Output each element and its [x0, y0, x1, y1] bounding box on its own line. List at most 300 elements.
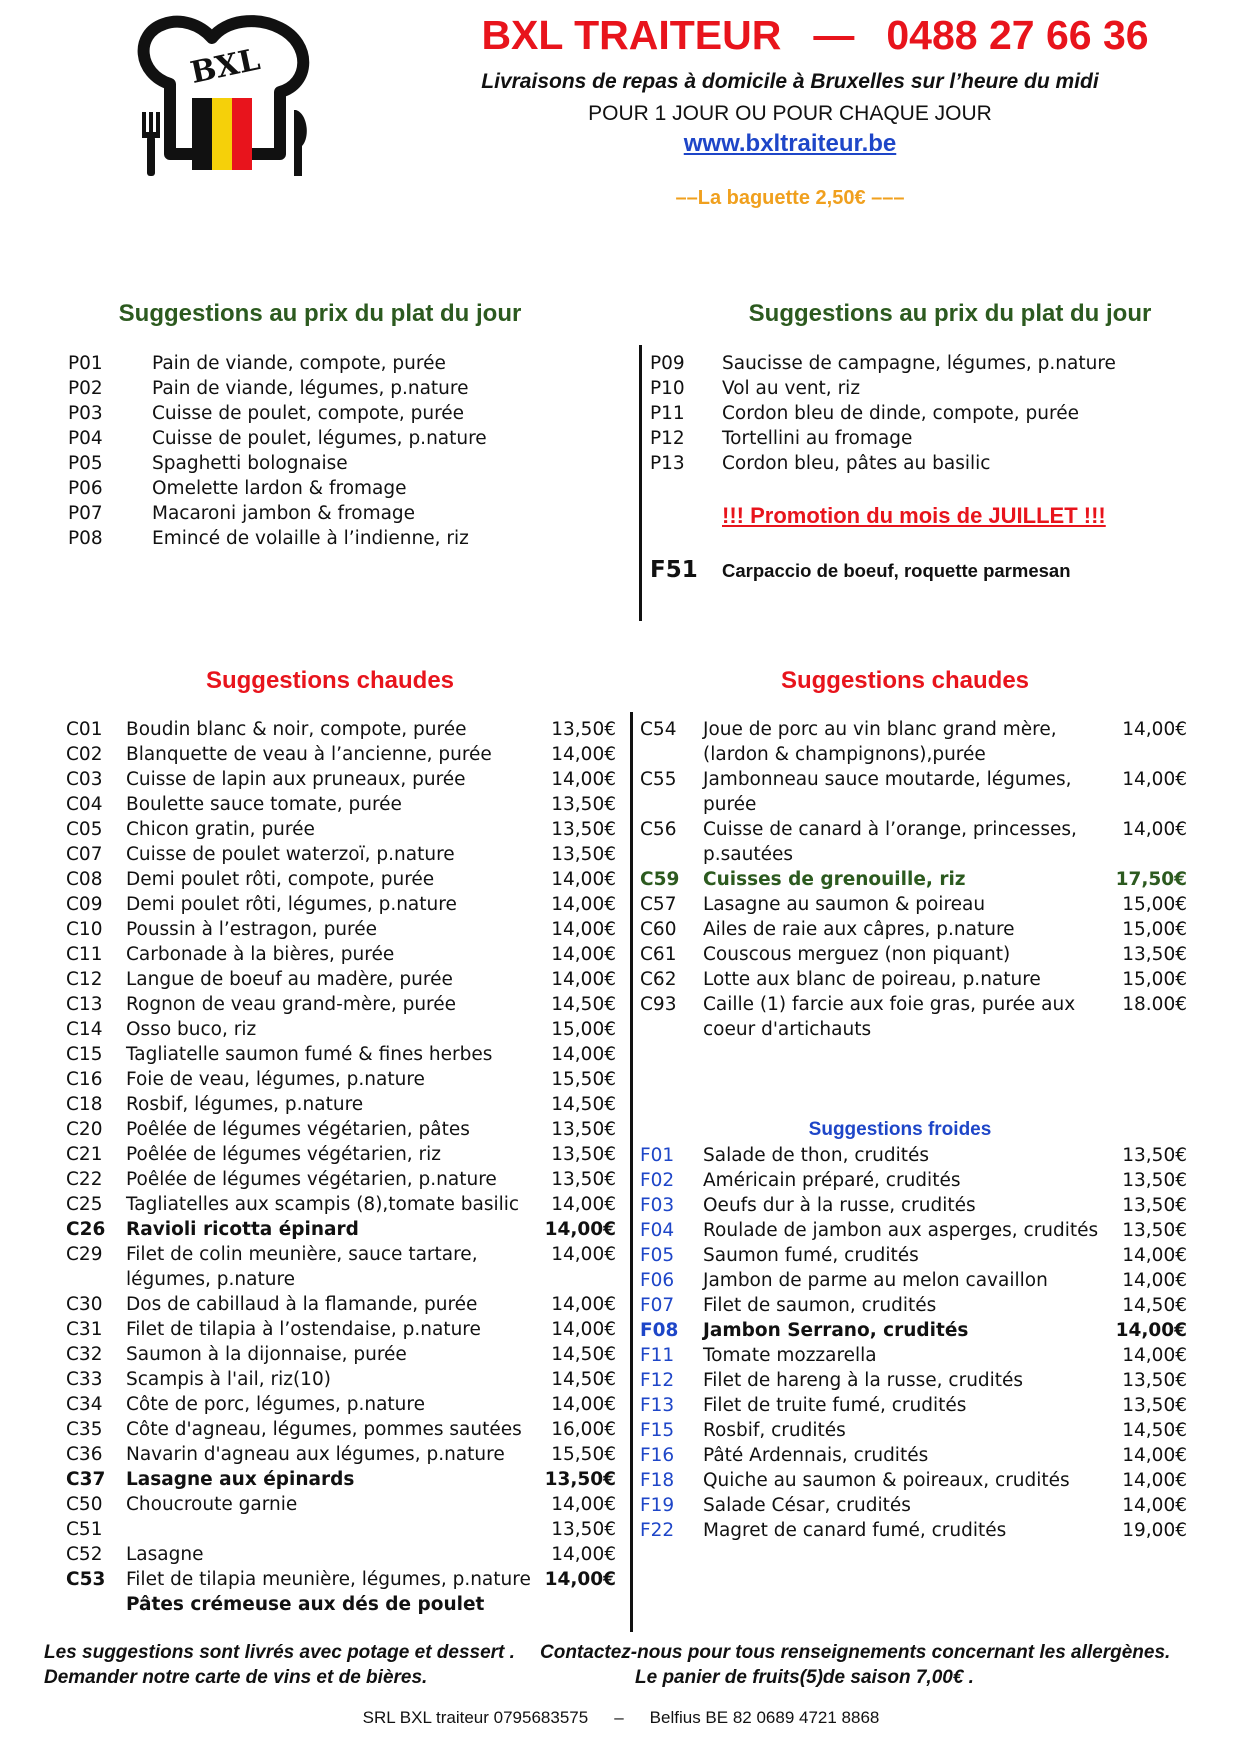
footer-note-potage: Les suggestions sont livrés avec potage et dessert . [44, 1642, 515, 1663]
menu-row [66, 1292, 616, 1317]
dish-code: C33 [66, 1369, 103, 1390]
dish-name: Tagliatelle saumon fumé & fines herbes [126, 1044, 493, 1065]
menu-row [66, 1142, 616, 1167]
menu-row [66, 1092, 616, 1117]
menu-row-continuation [640, 792, 1187, 817]
dish-name-continued: légumes, p.nature [126, 1269, 296, 1290]
menu-row [66, 1217, 616, 1242]
dish-code: P02 [68, 378, 103, 399]
dish-code: P12 [650, 428, 685, 449]
dish-name: Vol au vent, riz [722, 378, 861, 399]
logo-text: BXL [187, 42, 264, 91]
tagline: Livraisons de repas à domicile à Bruxelles sur l’heure du midi [481, 70, 1099, 93]
dish-price: 14,00€ [551, 1319, 616, 1340]
dish-code: C25 [66, 1194, 103, 1215]
dish-price: 14,00€ [551, 1044, 616, 1065]
dish-code: F05 [640, 1245, 675, 1266]
dish-code: F01 [640, 1145, 675, 1166]
dish-code: C29 [66, 1244, 103, 1265]
divider-bottom [630, 712, 633, 1632]
dish-code: C57 [640, 894, 677, 915]
dish-price: 15,50€ [551, 1069, 616, 1090]
menu-row [640, 1368, 1187, 1393]
dish-name: Poussin à l’estragon, purée [126, 919, 377, 940]
menu-row [66, 792, 616, 817]
dish-name: Joue de porc au vin blanc grand mère, [703, 719, 1057, 740]
dish-price: 17,50€ [1115, 869, 1187, 890]
dish-code: C62 [640, 969, 677, 990]
dish-code: C32 [66, 1344, 103, 1365]
phone-number: 0488 27 66 36 [886, 12, 1149, 58]
dish-code: F03 [640, 1195, 675, 1216]
menu-row [640, 1343, 1187, 1368]
footer-note-allergenes: Contactez-nous pour tous renseignements concernant les allergènes. [540, 1642, 1171, 1663]
dish-name: Saumon à la dijonnaise, purée [126, 1344, 407, 1365]
dish-code: C11 [66, 944, 103, 965]
menu-row [640, 1493, 1187, 1518]
dish-name: Poêlée de légumes végétarien, riz [126, 1144, 442, 1165]
dish-code: P05 [68, 453, 103, 474]
dish-price: 14,00€ [1122, 1495, 1187, 1516]
menu-row [640, 867, 1187, 892]
menu-row [68, 526, 588, 551]
dish-price: 14,50€ [1122, 1295, 1187, 1316]
dish-price: 14,00€ [551, 769, 616, 790]
dish-code: F11 [640, 1345, 675, 1366]
dish-code: C16 [66, 1069, 103, 1090]
brand-line [455, 12, 1175, 59]
dish-name: Américain préparé, crudités [703, 1170, 961, 1191]
dish-name: Côte de porc, légumes, p.nature [126, 1394, 425, 1415]
menu-row [66, 1592, 616, 1617]
dish-name: Oeufs dur à la russe, crudités [703, 1195, 976, 1216]
dish-code: P09 [650, 353, 685, 374]
menu-row [66, 917, 616, 942]
dish-code: F02 [640, 1170, 675, 1191]
menu-row [640, 917, 1187, 942]
dish-price: 19,00€ [1122, 1520, 1187, 1541]
dish-code: C56 [640, 819, 677, 840]
menu-row [66, 1392, 616, 1417]
dish-name: Omelette lardon & fromage [152, 478, 407, 499]
menu-row [66, 1192, 616, 1217]
menu-row [640, 1243, 1187, 1268]
footer-note-vins: Demander notre carte de vins et de bières. [44, 1667, 428, 1688]
dish-name: Poêlée de légumes végétarien, pâtes [126, 1119, 470, 1140]
dish-price: 14,50€ [551, 1369, 616, 1390]
dish-price: 13,50€ [1122, 1170, 1187, 1191]
footer-note-fruits: Le panier de fruits(5)de saison 7,00€ . [635, 1667, 974, 1688]
dish-code: P03 [68, 403, 103, 424]
chaudes-title-right: Suggestions chaudes [780, 667, 1030, 694]
menu-row [640, 817, 1187, 842]
baguette-price: ––La baguette 2,50€ ––– [675, 187, 905, 209]
dish-name: Macaroni jambon & fromage [152, 503, 416, 524]
dish-name: Filet de truite fumé, crudités [703, 1395, 967, 1416]
dish-price: 14,50€ [1122, 1420, 1187, 1441]
dish-code: C02 [66, 744, 103, 765]
dish-code: P01 [68, 353, 103, 374]
dish-code: C52 [66, 1544, 103, 1565]
dish-code: F13 [640, 1395, 675, 1416]
dish-code: F16 [640, 1445, 675, 1466]
menu-row [66, 967, 616, 992]
dish-price: 14,00€ [1122, 1470, 1187, 1491]
menu-row [640, 1143, 1187, 1168]
dish-price: 13,50€ [1122, 1370, 1187, 1391]
menu-row [66, 1167, 616, 1192]
menu-row [640, 1318, 1187, 1343]
dish-name: Cuisses de grenouille, riz [703, 869, 966, 890]
dish-price: 14,00€ [1122, 1445, 1187, 1466]
dish-name: Cuisse de canard à l’orange, princesses, [703, 819, 1077, 840]
dish-name: Tagliatelles aux scampis (8),tomate basilic [126, 1194, 520, 1215]
dish-name: Foie de veau, légumes, p.nature [126, 1069, 425, 1090]
dish-price: 14,00€ [1115, 1320, 1187, 1341]
dish-name: Cordon bleu de dinde, compote, purée [722, 403, 1079, 424]
dish-name: Emincé de volaille à l’indienne, riz [152, 528, 469, 549]
dish-name: Carbonade à la bières, purée [126, 944, 395, 965]
dish-name-continued: purée [703, 794, 757, 815]
menu-row [66, 892, 616, 917]
dish-price: 14,00€ [1122, 769, 1187, 790]
dish-name: Couscous merguez (non piquant) [703, 944, 1011, 965]
dish-name: Cuisse de poulet, compote, purée [152, 403, 465, 424]
company-id: SRL BXL traiteur 0795683575 [362, 1708, 589, 1727]
dish-code: F07 [640, 1295, 675, 1316]
dish-price: 14,00€ [551, 969, 616, 990]
dish-price: 18.00€ [1122, 994, 1187, 1015]
dish-name: Filet de tilapia à l’ostendaise, p.nature [126, 1319, 481, 1340]
menu-row [640, 1468, 1187, 1493]
dish-price: 14,00€ [551, 1394, 616, 1415]
dish-code: F04 [640, 1220, 675, 1241]
dish-code: P06 [68, 478, 103, 499]
menu-row [66, 817, 616, 842]
dish-price: 14,50€ [551, 994, 616, 1015]
menu-row [66, 1242, 616, 1267]
dish-name: Saumon fumé, crudités [703, 1245, 919, 1266]
promo-item-code: F51 [650, 557, 698, 583]
dish-name: Langue de boeuf au madère, purée [126, 969, 453, 990]
dish-name: Spaghetti bolognaise [152, 453, 348, 474]
dish-name: Chicon gratin, purée [126, 819, 315, 840]
menu-row [66, 942, 616, 967]
dish-code: C54 [640, 719, 677, 740]
dish-price: 14,50€ [551, 1344, 616, 1365]
dish-name: Roulade de jambon aux asperges, crudités [703, 1220, 1099, 1241]
dish-code: C15 [66, 1044, 103, 1065]
dish-name: Scampis à l'ail, riz(10) [126, 1369, 331, 1390]
dish-price: 13,50€ [551, 819, 616, 840]
menu-row [66, 1042, 616, 1067]
dish-name: Jambonneau sauce moutarde, légumes, [703, 769, 1072, 790]
brand-name: BXL TRAITEUR [481, 12, 782, 58]
website-link[interactable]: www.bxltraiteur.be [683, 130, 897, 157]
dish-name: Filet de colin meunière, sauce tartare, [126, 1244, 478, 1265]
menu-row [66, 992, 616, 1017]
dish-price: 13,50€ [551, 794, 616, 815]
dish-name: Quiche au saumon & poireaux, crudités [703, 1470, 1070, 1491]
plat-du-jour-title-left: Suggestions au prix du plat du jour [118, 300, 522, 327]
dish-code: C14 [66, 1019, 103, 1040]
dish-name: Rognon de veau grand-mère, purée [126, 994, 457, 1015]
menu-row [650, 376, 1210, 401]
dish-price: 13,50€ [1122, 1395, 1187, 1416]
dish-code: C35 [66, 1419, 103, 1440]
dish-name: Boudin blanc & noir, compote, purée [126, 719, 467, 740]
dish-code: F18 [640, 1470, 675, 1491]
dish-price: 14,00€ [551, 1194, 616, 1215]
dish-name: Magret de canard fumé, crudités [703, 1520, 1007, 1541]
dish-code: C18 [66, 1094, 103, 1115]
dish-code: C05 [66, 819, 103, 840]
menu-row [640, 1518, 1187, 1543]
dish-price: 14,00€ [1122, 1345, 1187, 1366]
dish-code: C31 [66, 1319, 103, 1340]
dish-name: Cordon bleu, pâtes au basilic [722, 453, 991, 474]
dish-name: Cuisse de poulet, légumes, p.nature [152, 428, 487, 449]
dish-price: 15,00€ [1122, 894, 1187, 915]
dish-code: C01 [66, 719, 103, 740]
dish-price: 14,00€ [1122, 819, 1187, 840]
dish-name: Lotte aux blanc de poireau, p.nature [703, 969, 1041, 990]
dish-name: Filet de saumon, crudités [703, 1295, 937, 1316]
dish-price: 15,00€ [1122, 919, 1187, 940]
dish-code: C37 [66, 1469, 106, 1490]
dish-code: C12 [66, 969, 103, 990]
dish-code: C34 [66, 1394, 103, 1415]
menu-row [640, 1393, 1187, 1418]
dish-price: 14,00€ [1122, 1270, 1187, 1291]
dish-code: P04 [68, 428, 103, 449]
dish-name-continued: (lardon & champignons),purée [703, 744, 986, 765]
dish-name: Lasagne au saumon & poireau [703, 894, 986, 915]
menu-row [66, 742, 616, 767]
menu-row [68, 401, 588, 426]
menu-row [640, 1193, 1187, 1218]
dish-name: Blanquette de veau à l’ancienne, purée [126, 744, 492, 765]
promo-item-name: Carpaccio de boeuf, roquette parmesan [722, 560, 1071, 581]
menu-row [68, 451, 588, 476]
menu-row [68, 376, 588, 401]
dish-name: Demi poulet rôti, légumes, p.nature [126, 894, 457, 915]
dish-price: 13,50€ [551, 1144, 616, 1165]
dish-name: Caille (1) farcie aux foie gras, purée aux [703, 994, 1076, 1015]
dish-code: C61 [640, 944, 677, 965]
dish-name: Filet de hareng à la russe, crudités [703, 1370, 1024, 1391]
dish-price: 14,00€ [551, 944, 616, 965]
menu-row [66, 717, 616, 742]
divider-top [639, 345, 642, 621]
menu-row [66, 767, 616, 792]
menu-row [66, 1442, 616, 1467]
dish-code: F22 [640, 1520, 675, 1541]
bank-account: Belfius BE 82 0689 4721 8868 [649, 1708, 880, 1727]
dish-name: Pain de viande, compote, purée [152, 353, 446, 374]
dish-name: Navarin d'agneau aux légumes, p.nature [126, 1444, 505, 1465]
dish-code: C10 [66, 919, 103, 940]
dish-price: 14,00€ [544, 1219, 616, 1240]
menu-row [66, 1017, 616, 1042]
dish-code: P10 [650, 378, 685, 399]
menu-row [66, 1367, 616, 1392]
dish-price: 15,00€ [551, 1019, 616, 1040]
froides-title: Suggestions froides [808, 1119, 992, 1140]
menu-row [66, 1542, 616, 1567]
dish-code: F06 [640, 1270, 675, 1291]
menu-row [66, 867, 616, 892]
dish-code: C55 [640, 769, 677, 790]
dish-name: Cuisse de poulet waterzoï, p.nature [126, 844, 455, 865]
menu-row [640, 1293, 1187, 1318]
dish-code: F12 [640, 1370, 675, 1391]
dish-price: 14,00€ [551, 1244, 616, 1265]
menu-row [68, 476, 588, 501]
brand-separator: — [813, 12, 855, 58]
dish-price: 13,50€ [551, 1519, 616, 1540]
dish-code: C59 [640, 869, 680, 890]
dish-name: Tortellini au fromage [722, 428, 913, 449]
menu-row [650, 401, 1210, 426]
menu-row-continuation [640, 1017, 1187, 1042]
dish-price: 14,00€ [551, 919, 616, 940]
menu-row [640, 992, 1187, 1017]
dish-name: Poêlée de légumes végétarien, p.nature [126, 1169, 497, 1190]
dish-code: C09 [66, 894, 103, 915]
dish-code: P11 [650, 403, 685, 424]
menu-row [640, 717, 1187, 742]
dish-price: 14,00€ [1122, 1245, 1187, 1266]
dish-price: 14,00€ [1122, 719, 1187, 740]
menu-row [640, 1168, 1187, 1193]
dish-code: C07 [66, 844, 103, 865]
menu-row-continuation [640, 842, 1187, 867]
dish-name: Côte d'agneau, légumes, pommes sautées [126, 1419, 522, 1440]
dish-code: C13 [66, 994, 103, 1015]
menu-row [68, 426, 588, 451]
dish-name: Jambon de parme au melon cavaillon [703, 1270, 1048, 1291]
dish-code: P08 [68, 528, 103, 549]
dish-price: 15,00€ [1122, 969, 1187, 990]
dish-name-continued: p.sautées [703, 844, 793, 865]
dish-name: Demi poulet rôti, compote, purée [126, 869, 435, 890]
menu-row [640, 967, 1187, 992]
menu-row [66, 1067, 616, 1092]
legal-separator: – [614, 1708, 624, 1727]
dish-price: 14,00€ [551, 1294, 616, 1315]
dish-price: 13,50€ [551, 1169, 616, 1190]
dish-name: Rosbif, légumes, p.nature [126, 1094, 364, 1115]
dish-name: Tomate mozzarella [703, 1345, 877, 1366]
menu-row [66, 842, 616, 867]
dish-price: 16,00€ [551, 1419, 616, 1440]
dish-price: 14,50€ [551, 1094, 616, 1115]
dish-price: 14,00€ [551, 1494, 616, 1515]
dish-code: P13 [650, 453, 685, 474]
dish-code: F08 [640, 1320, 679, 1341]
dish-name: Boulette sauce tomate, purée [126, 794, 402, 815]
dish-name: Ailes de raie aux câpres, p.nature [703, 919, 1015, 940]
menu-row [640, 767, 1187, 792]
dish-code: C50 [66, 1494, 103, 1515]
dish-price: 13,50€ [551, 844, 616, 865]
legal-line [0, 1708, 1242, 1728]
dish-name: Pâtes crémeuse aux dés de poulet [126, 1594, 485, 1615]
logo [130, 14, 322, 186]
dish-code: C36 [66, 1444, 103, 1465]
menu-row [640, 1418, 1187, 1443]
menu-row [66, 1467, 616, 1492]
dish-code: F19 [640, 1495, 675, 1516]
dish-code: C04 [66, 794, 103, 815]
dish-price: 13,50€ [1122, 944, 1187, 965]
menu-row [66, 1317, 616, 1342]
menu-row [68, 501, 588, 526]
dish-code: C03 [66, 769, 103, 790]
menu-row [66, 1117, 616, 1142]
dish-name: Lasagne [126, 1544, 204, 1565]
dish-name: Lasagne aux épinards [126, 1469, 355, 1490]
dish-name: Filet de tilapia meunière, légumes, p.nature [126, 1569, 531, 1590]
menu-row [650, 351, 1210, 376]
dish-code: P07 [68, 503, 103, 524]
menu-row [66, 1567, 616, 1592]
menu-row [66, 1342, 616, 1367]
dish-code: C20 [66, 1119, 103, 1140]
dish-name: Jambon Serrano, crudités [703, 1320, 969, 1341]
dish-code: C30 [66, 1294, 103, 1315]
dish-code: C60 [640, 919, 677, 940]
dish-code: C21 [66, 1144, 103, 1165]
dish-code: C51 [66, 1519, 103, 1540]
dish-price: 13,50€ [551, 1119, 616, 1140]
dish-name: Dos de cabillaud à la flamande, purée [126, 1294, 478, 1315]
dish-price: 15,50€ [551, 1444, 616, 1465]
dish-name: Cuisse de lapin aux pruneaux, purée [126, 769, 466, 790]
menu-row [640, 942, 1187, 967]
dish-price: 14,00€ [544, 1569, 616, 1590]
dish-name: Salade César, crudités [703, 1495, 911, 1516]
dish-price: 14,00€ [551, 744, 616, 765]
dish-name: Osso buco, riz [126, 1019, 257, 1040]
dish-price: 13,50€ [1122, 1220, 1187, 1241]
dish-code: F15 [640, 1420, 675, 1441]
dish-code: C53 [66, 1569, 106, 1590]
dish-name: Salade de thon, crudités [703, 1145, 930, 1166]
dish-name: Pain de viande, légumes, p.nature [152, 378, 469, 399]
dish-price: 13,50€ [544, 1469, 616, 1490]
menu-row [66, 1492, 616, 1517]
dish-price: 14,00€ [551, 869, 616, 890]
dish-name: Pâté Ardennais, crudités [703, 1445, 929, 1466]
menu-row [640, 1268, 1187, 1293]
menu-row [640, 892, 1187, 917]
chaudes-title-left: Suggestions chaudes [205, 667, 455, 694]
menu-row [640, 1443, 1187, 1468]
dish-code: C08 [66, 869, 103, 890]
dish-code: C22 [66, 1169, 103, 1190]
menu-row-continuation [640, 742, 1187, 767]
menu-row [66, 1417, 616, 1442]
dish-name: Ravioli ricotta épinard [126, 1219, 359, 1240]
dish-name: Choucroute garnie [126, 1494, 298, 1515]
menu-row [66, 1517, 616, 1542]
dish-name: Saucisse de campagne, légumes, p.nature [722, 353, 1116, 374]
dish-price: 14,00€ [551, 894, 616, 915]
dish-price: 13,50€ [551, 719, 616, 740]
menu-row [640, 1218, 1187, 1243]
